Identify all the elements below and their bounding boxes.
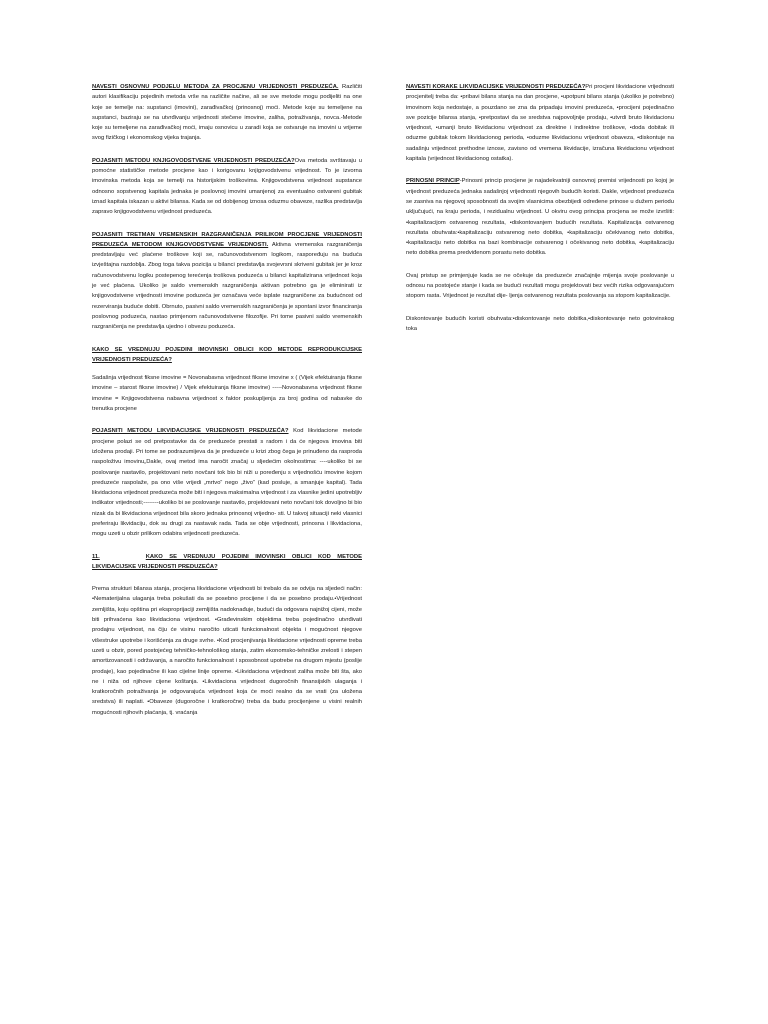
section-liquidation-method: [92, 426, 362, 539]
spacer: [92, 365, 362, 373]
section-body: Prema strukturi bilansa stanja, procjena likvidacione vrijednosti bi trebalo da se odvija na sljedeći način: •Nematerijalna ulaganja treba pokušati da se posebno procijene i da se posebno prodaju.•Vrijednost zemljišta, koju opština pri eksproprijaciji zemljišta nadoknađuje, budući da odgovara najnižoj cijeni, može biti prihvaćena kao likvidaciona vrijednost. •Građevinskim objektima treba pojedinačno utvrđivati prodajnu vrijednost, na čiju će visinu naročito uticati funkcionalnost objekta i mogućnost njegove višestruke upotrebe i korišćenja za druge svrhe. •Kod procjenjivanja likvidacione vrijednosti opreme treba uzeti u obzir, pored postojećeg tehničko-tehnološkog stanja, zatim ekonomsko-tehničke zrelosti i stepen amortizovanosti i održavanja, a naročito funkcionalnost i sposobnost upotrebe na drugom mjestu (poslije prodaje), kao pojedinačne ili kao cijelne linije opreme. •Likvidaciona vrijednost zaliha može biti šta, ako ne i niža od njihove cijene koštanja. •Likvidaciona vrijednost dugoročnih finansijskih ulaganja i kratkoročnih potraživanja je odgovarajuća vrijednost koja će moći realno da se vrati (za uložena sredstva) ili naplati. •Obaveze (dugoročne i kratkoročne) treba da budu procijenjene u visini realnih mogućnosti njihovih plaćanja, tj. vraćanja: [92, 586, 362, 716]
section-body: Kod likvidacione metode procjene polazi se od pretpostavke da će preduzeće prestati s radom i da će njegova imovina biti izložena prodaji. Pri tome se podrazumijeva da je preduzeće u krizi zbog čega je prinuđeno da rasproda raspoloživu imovinu„Dakle, ovaj metod ima naročit značaj u sljedećim okolnostima: ----ukoliko bi se poslovanje nastavilo, projektovani neto novčani tok bio bi niži u poređenju s vrijednošću imovine kojom preduzeće raspolaže, pa ono više vrijedi „mrtvo“ nego „živo“ (kad posluje, a smanjuje kapital). Tada likvidaciona vrijednost preduzeća može biti i njegova maksimalna vrijednost i za vlasnike jedini upotrebljiv indikator vrijednosti;--------ukoliko bi se poslovanje nastavilo, projektovani neto novčani tok dovoljno bi bio nizak da bi likvidaciona vrijednost bila skoro jednaka prinosnoj vrijedno- sti. U takvoj situaciji neki vlasnici preferiraju likvidaciju, dok su drugi za nastavak rada. Tada se obje vrijednosti, prinosna i likvidaciona, mogu uzeti u obzir prilikom odabira vrijednosti preduzeća.: [92, 428, 363, 538]
section-liquidation-steps: [406, 82, 674, 164]
question-number: 11.: [92, 553, 100, 560]
right-column: [406, 82, 674, 334]
section-liquidation-assets-body: [92, 584, 362, 718]
section-body: Sadašnja vrijednost fiksne imovine = Novonabavna vrijednost fiksne imovine x ( (Vijek efektuiranja fiksne imovine – starost fiksne imovine) / Vijek efektuiranja fiksne imovine) -----Novonabavna vrijednost fiksne imovine = Knjigovodstvena nabavna vrijednost x faktor poskupljenja za broj godina od nabavke do trenutka procjene: [92, 375, 362, 413]
section-heading: NAVESTI OSNOVNU PODJELU METODA ZA PROCJENU VRIJEDNOSTI PREDUZEĆA.: [92, 84, 339, 90]
section-heading: KAKO SE VREDNUJU POJEDINI IMOVINSKI OBLICI KOD METODE LIKVIDACIJSKE VRIJEDNOSTI PREDUZEĆA?: [92, 553, 362, 570]
section-body: Ova metoda svrštavaju u pomoćne statističke metode procjene kao i korigovanu knjigovodstvenu vrijednost. To je izvorna imovinska metoda koja se temelji na historijskim troškovima. Knjigovodstvena vrijednost supstance odnosno sopstvenog kapitala jednaka je poslovnoj imovini umanjenoj za eventualno ostvareni gubitak iznad kapitala iskazan u aktivi bilansa. Kada se od dobijenog iznosa oduzmu obaveze, razlika predstavlja zapravo knjigovodstvenu vrijednost preduzeća.: [92, 157, 362, 216]
section-reproduction-value: [92, 345, 362, 415]
section-body: Pri procjeni likvidacione vrijednosti procjenitelj treba da: •pribavi bilans stanja na dan procjene, •upotpuni bilans stanja (ukoliko je potrebno) imovinom koja nedostaje, a pouzdano se zna da pripadaju imovini preduzeća, •procijeni pojedinačno sve pozicije bilansa stanja, •pretpostavi da se sredstva najpovoljnije prodaju, •utvrdi bruto likvidacionu vrijednost, •umanji bruto likvidacionu vrijednost za direktne i indirektne troškove, •doda dobitak ili oduzme gubitak tokom likvidacionog perioda, •oduzme likvidacionu vrijednost obaveza, •diskontuje na sadašnju vrijednost prethodne iznose, zavisno od vremena likvidacije, izračuna likvidacionu vrijednost kapitala (vrijednost likvidacionog ostatka).: [406, 84, 675, 163]
section-heading: KAKO SE VREDNUJU POJEDINI IMOVINSKI OBLICI KOD METODE REPRODUKCIJSKE VRIJEDNOSTI PREDUZEĆA?: [92, 346, 362, 363]
section-basic-division: [92, 82, 362, 144]
section-body: Aktivna vremenska razgraničenja predstavljaju već plaćene troškove koji se, računovodstvenom logikom, raspoređuju na buduća izvještajna razdoblja. Zbog toga takva pozicija u bilanci predstavlja svojevrsni skriveni gubitak jer je kroz računovodstvenu logiku postepenog terećenja troškova poduzeća u bilanci kapitalizirana vrijednost koja je već plaćena. Ukoliko je saldo vremenskih razgraničenja aktivan potrebno ga je eliminirati iz knjigovodstvene vrijednosti imovine poduzeća jer označava veće isplate razgraničene za budućnost od rezerviranja buduće dobiti. Obrnuto, pasivni saldo vremenskih razgraničenja je spontani izvor financiranja poslovnog poduzeća, nastao primjenom računovodstvene filozofije. Pri tome pasivni saldo vremenskih razgraničenja ne predstavlja ujedno i obvezu poduzeća.: [92, 241, 362, 331]
section-body: Diskontovanje budućih koristi obuhvata:•diskontovanje neto dobitka,•diskontovanje neto gotovinskog toka: [406, 315, 674, 332]
section-income-principle: [406, 176, 674, 258]
section-heading: NAVESTI KORAKE LIKVIDACIJSKE VRIJEDNOSTI PREDUZEĆA?: [406, 84, 586, 90]
left-column: [92, 82, 362, 718]
section-liquidation-assets-heading: [92, 552, 362, 573]
section-body: Ovaj pristup se primjenjuje kada se ne očekuje da preduzeće značajnije mijenja svoje poslovanje u odnosu na postojeće stanje i kada se budući rezultati mogu projektovati bez većih rizika odgovarajućom stopom rasta. Vrijednost je rezultat dije- ljenja ostvarenog rezultata poslovanja sa stopom kapitalizacije.: [406, 272, 674, 300]
section-heading: PRINOSNI PRINCIP: [406, 178, 460, 185]
section-discounting: [406, 314, 674, 335]
section-heading: POJASNITI METODU LIKVIDACIJSKE VRIJEDNOSTI PREDUZEĆA?: [92, 428, 289, 435]
section-accruals-treatment: [92, 230, 362, 333]
section-heading: POJASNITI METODU KNJIGOVODSTVENE VRIJEDNOSTI PREDUZEĆA?: [92, 157, 295, 164]
section-body: Različiti autori klasifikaciju pojedinih metoda vrše na različite načine, ali se sve metode mogu podijeliti na one koje se temelje na: supstanci (imovini), zarađivačkoj (prinosnoj) moći. Metode koje su temeljene na supstanci, baziraju se na utvrđivanju vrijednosti stečene imovine, zaliha, potraživanja, novca.-Metode koje su temeljene na zarađivačkoj moći, imaju osnovicu u zaradi koja se ostvaruje na imovini u vrijeme svog fizičkog i ekonomskog vijeka trajanja.: [92, 84, 362, 142]
section-approach-application: [406, 271, 674, 302]
section-heading: POJASNITI TRETMAN VREMENSKIH RAZGRANIČENJA PRILIKOM PROCJENE VRIJEDNOSTI PREDUZEĆA METODOM KNJIGOVODSTVENE VRIJEDNOSTI.: [92, 231, 362, 248]
section-body: -Prinosni princip procjene je najadekvatniji osnovnoj premisi vrijednosti po kojoj je vrijednost preduzeća jednaka sadašnjoj vrijednosti njegovih budućih koristi. Dakle, vrijednost preduzeća se zasniva na njegovoj sposobnosti da svojim vlasnicima obezbijedi određene prinose u dužem periodu uključujući, na kraju perioda, i rezidualnu vrijednost. U okviru ovog principa procjena se može izvršiti: •kapitalizacijom ostvarenog rezultata, •diskontovanjem budućih rezultata. Kapitalizacija ostvarenog rezultata obuhvata:•kapitalizaciju ostvarenog neto dobitka, •kapitalizaciju očekivanog neto dobitka, •kapitalizaciju neto dobitka na bazi kombinacije ostvarenog i očekivanog neto dobitka, •kapitalizaciju neto dobitka prema predviđenom porastu neto dobitka.: [406, 178, 674, 257]
section-book-value-method: [92, 156, 362, 218]
